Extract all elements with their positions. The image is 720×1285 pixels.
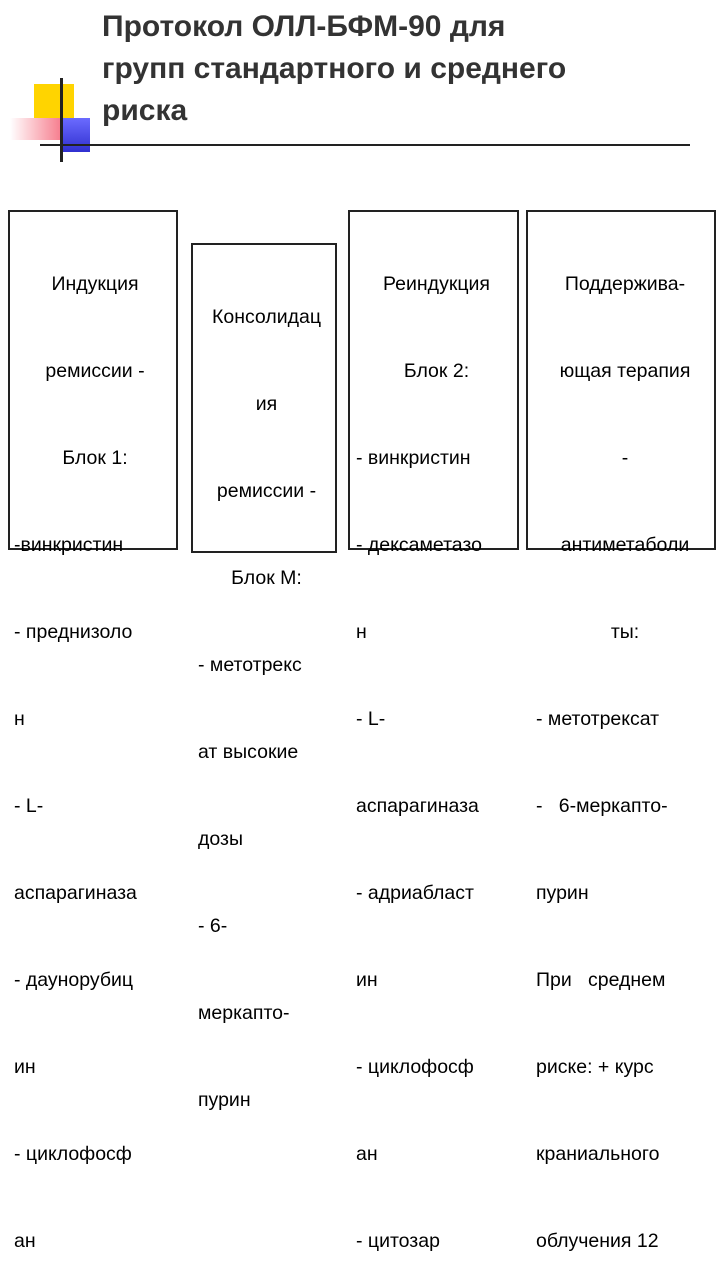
block-line: - цитозар <box>356 1230 440 1252</box>
block-line: Блок 2: <box>403 360 470 382</box>
induction-block <box>8 210 178 1252</box>
title-line: групп стандартного и среднего <box>102 52 567 85</box>
block-line: ан <box>356 1143 378 1165</box>
block-line: ющая терапия <box>559 360 691 382</box>
title-line: Протокол ОЛЛ-БФМ-90 для <box>102 10 506 43</box>
block-line: Блок 1: <box>62 447 128 469</box>
block-line: пурин <box>536 882 589 904</box>
block-line: При среднем <box>536 969 666 991</box>
block-line: Реиндукция <box>383 273 490 295</box>
block-line: - 6- <box>198 915 228 937</box>
block-line: - адриабласт <box>356 882 474 904</box>
title-line: риска <box>102 94 188 127</box>
blue-square-decor <box>60 118 90 152</box>
block-line: - L- <box>356 708 386 730</box>
block-line: - циклофосф <box>14 1143 132 1165</box>
reinduction-block <box>348 210 519 1252</box>
slide-title <box>102 6 702 132</box>
block-line: антиметаболи <box>560 534 690 556</box>
block-line: краниального <box>536 1143 660 1165</box>
block-line: -винкристин <box>14 534 124 556</box>
title-underline <box>40 144 690 146</box>
block-line: ия <box>255 393 278 415</box>
block-line: - метотрексат <box>536 708 660 730</box>
block-line: аспарагиназа <box>356 795 479 817</box>
block-line: ремиссии - <box>45 360 145 382</box>
block-line: меркапто- <box>198 1002 290 1024</box>
block-line: Блок М: <box>231 567 302 589</box>
block-line: - метотрекс <box>198 654 302 676</box>
block-line: - преднизоло <box>14 621 133 643</box>
block-line: дозы <box>198 828 243 850</box>
block-line: ремиссии - <box>216 480 317 502</box>
block-line: ин <box>14 1056 36 1078</box>
block-line: Индукция <box>51 273 139 295</box>
block-line: - винкристин <box>356 447 471 469</box>
block-line: - 6-меркапто- <box>536 795 668 817</box>
maintenance-block <box>526 210 716 1252</box>
block-line: - дексаметазо <box>356 534 482 556</box>
block-line: ан <box>14 1230 36 1252</box>
block-line: ин <box>356 969 378 991</box>
block-line: риске: + курс <box>536 1056 654 1078</box>
block-line: н <box>14 708 25 730</box>
block-line: - <box>621 447 629 469</box>
block-line: аспарагиназа <box>14 882 137 904</box>
block-line: облучения 12 <box>536 1230 659 1252</box>
block-line: Консолидац <box>211 306 322 328</box>
block-line: ат высокие <box>198 741 299 763</box>
block-line: - даунорубиц <box>14 969 134 991</box>
block-line: н <box>356 621 367 643</box>
block-line: Поддержива- <box>564 273 686 295</box>
block-line: - L- <box>14 795 44 817</box>
block-line: пурин <box>198 1089 251 1111</box>
block-line: - циклофосф <box>356 1056 474 1078</box>
consolidation-block <box>191 243 337 1111</box>
block-line: ты: <box>610 621 640 643</box>
vertical-rule <box>60 78 63 162</box>
